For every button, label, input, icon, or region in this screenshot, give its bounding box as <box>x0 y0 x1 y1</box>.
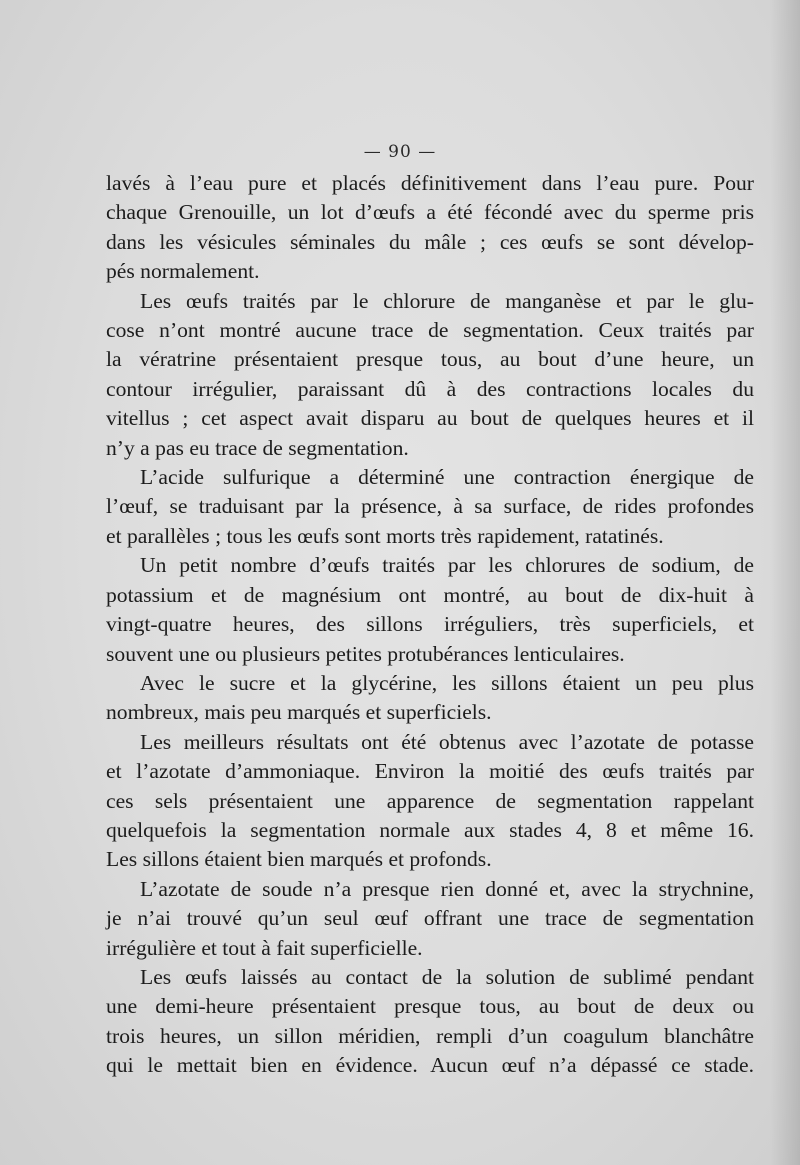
text-line: la vératrine présentaient presque tous, au bout d’une heure, un <box>106 347 754 372</box>
text-line: et parallèles ; tous les œufs sont morts très rapidement, ratatinés. <box>106 523 664 548</box>
text-line: ces sels présentaient une apparence de segmentation rappelant <box>106 788 754 813</box>
text-line: vingt-quatre heures, des sillons irréguliers, très superficiels, et <box>106 612 754 637</box>
page-edge-shadow <box>770 0 800 1165</box>
text-line: lavés à l’eau pure et placés définitivement dans l’eau pure. Pour <box>106 171 754 195</box>
text-line: L’acide sulfurique a déterminé une contraction énergique de <box>140 465 754 490</box>
text-line: Les œufs laissés au contact de la solution de sublimé pendant <box>140 964 754 989</box>
text-line: irrégulière et tout à fait superficielle. <box>106 935 423 960</box>
body-text <box>106 169 754 1081</box>
text-line: L’azotate de soude n’a presque rien donné et, avec la strychnine, <box>140 876 754 901</box>
text-line: cose n’ont montré aucune trace de segmentation. Ceux traités par <box>106 318 754 343</box>
text-line: une demi-heure présentaient presque tous, au bout de deux ou <box>106 994 754 1019</box>
text-line: Les œufs traités par le chlorure de manganèse et par le glu- <box>140 288 754 313</box>
text-line: souvent une ou plusieurs petites protubérances lenticulaires. <box>106 641 625 666</box>
text-line: je n’ai trouvé qu’un seul œuf offrant une trace de segmentation <box>106 906 754 931</box>
text-line: vitellus ; cet aspect avait disparu au bout de quelques heures et il <box>106 406 754 431</box>
text-line: potassium et de magnésium ont montré, au bout de dix-huit à <box>106 582 754 607</box>
text-line: et l’azotate d’ammoniaque. Environ la moitié des œufs traités par <box>106 759 754 784</box>
text-line: pés normalement. <box>106 259 260 284</box>
text-line: nombreux, mais peu marqués et superficiels. <box>106 700 492 725</box>
text-line: quelquefois la segmentation normale aux stades 4, 8 et même 16. <box>106 817 754 842</box>
text-line: Avec le sucre et la glycérine, les sillons étaient un peu plus <box>140 670 754 695</box>
text-line: Les meilleurs résultats ont été obtenus avec l’azotate de potasse <box>140 729 754 754</box>
text-line: contour irrégulier, paraissant dû à des contractions locales du <box>106 376 754 401</box>
text-line: n’y a pas eu trace de segmentation. <box>106 435 409 460</box>
text-line: dans les vésicules séminales du mâle ; ces œufs se sont dévelop- <box>106 229 754 254</box>
text-line: qui le mettait bien en évidence. Aucun œuf n’a dépassé ce stade. <box>106 1053 754 1078</box>
text-line: trois heures, un sillon méridien, rempli d’un coagulum blanchâtre <box>106 1023 754 1048</box>
page-number: — 90 — <box>363 142 437 162</box>
text-line: chaque Grenouille, un lot d’œufs a été fécondé avec du sperme pris <box>106 200 754 225</box>
text-line: Les sillons étaient bien marqués et profonds. <box>106 847 492 872</box>
text-line: Un petit nombre d’œufs traités par les chlorures de sodium, de <box>140 553 754 578</box>
text-line: l’œuf, se traduisant par la présence, à sa surface, de rides profondes <box>106 494 754 519</box>
